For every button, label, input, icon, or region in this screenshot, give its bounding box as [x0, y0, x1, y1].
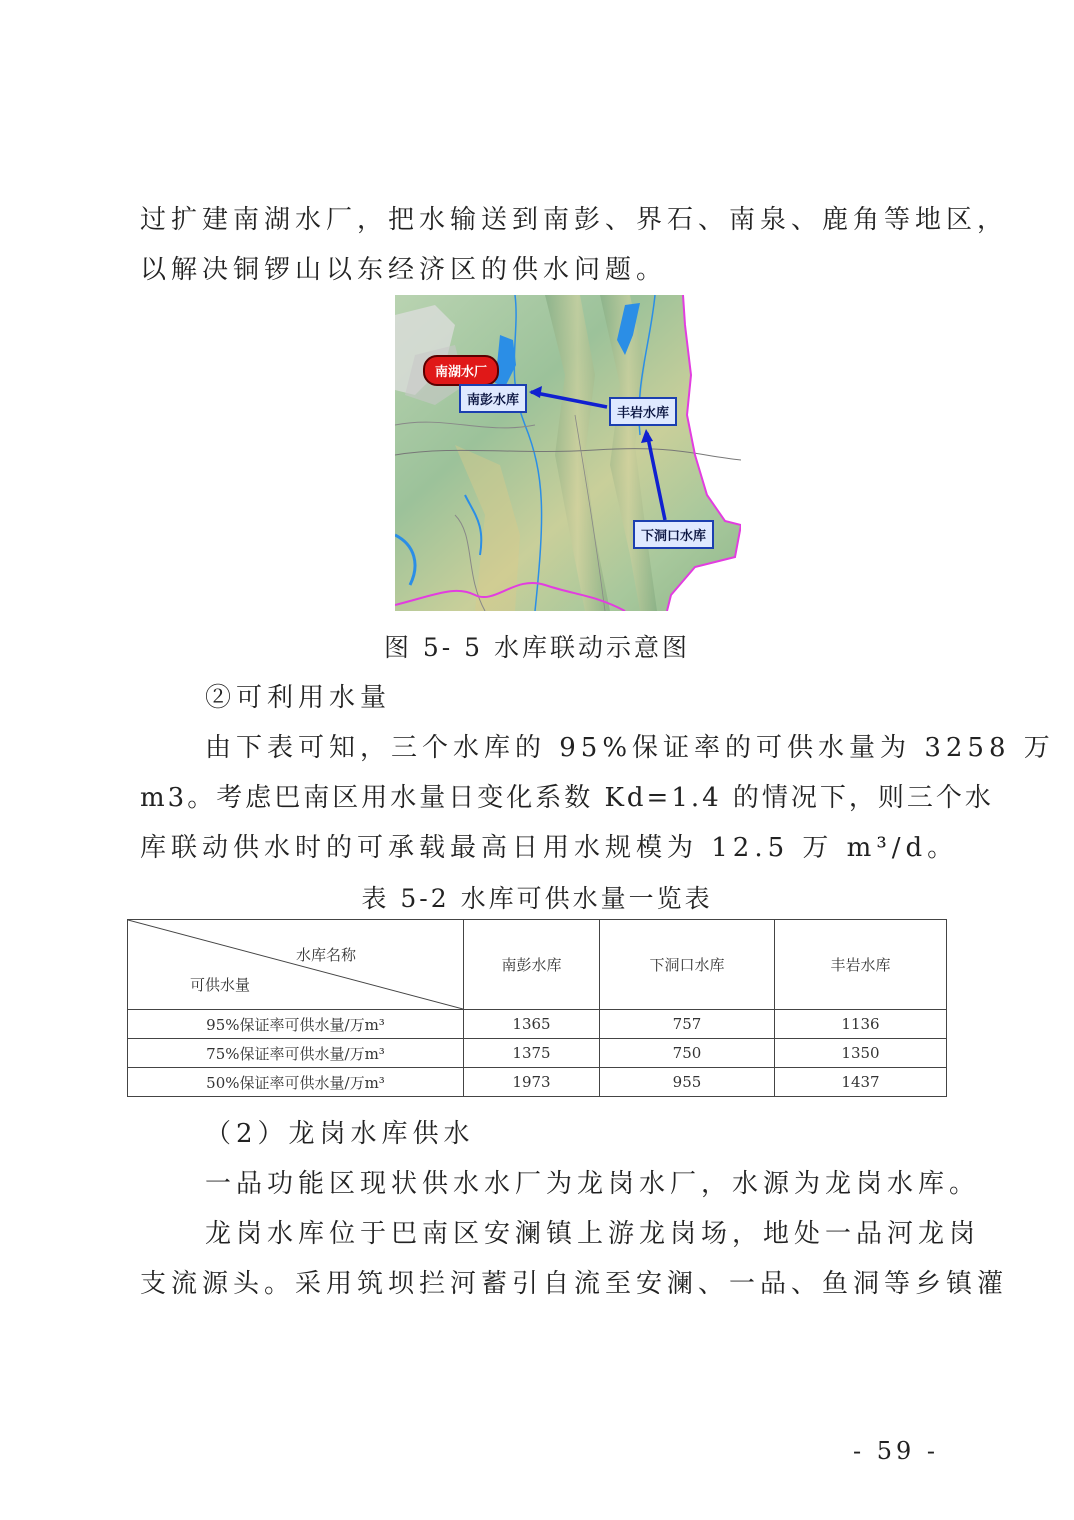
section-heading: （2）龙岗水库供水 — [205, 1119, 475, 1149]
body-text-line: m3。考虑巴南区用水量日变化系数 Kd=1.4 的情况下，则三个水 — [140, 783, 994, 813]
body-text-line: 龙岗水库位于巴南区安澜镇上游龙岗场，地处一品河龙岗 — [205, 1219, 981, 1249]
table-cell: 1375 — [464, 1039, 600, 1068]
table-cell: 1136 — [775, 1010, 947, 1039]
body-text-line: 过扩建南湖水厂，把水输送到南彭、界石、南泉、鹿角等地区， — [140, 205, 1009, 235]
table-row — [128, 1010, 947, 1039]
column-header: 下洞口水库 — [600, 920, 775, 1010]
map-label-nanpeng: 南彭水库 — [459, 384, 527, 413]
page-number: - 59 - — [853, 1437, 940, 1465]
table-header-row — [128, 920, 947, 1010]
terrain-map-image — [395, 295, 741, 611]
body-text-line: 以解决铜锣山以东经济区的供水问题。 — [140, 255, 668, 285]
table-cell: 1365 — [464, 1010, 600, 1039]
row-label: 95%保证率可供水量/万m³ — [128, 1010, 464, 1039]
table-cell: 1973 — [464, 1068, 600, 1097]
column-header: 南彭水库 — [464, 920, 600, 1010]
table-corner-cell — [128, 920, 464, 1010]
map-label-xiadongkou: 下洞口水库 — [633, 520, 714, 549]
reservoir-map — [395, 295, 741, 611]
corner-label-top: 水库名称 — [296, 946, 357, 964]
table-caption: 表 5-2 水库可供水量一览表 — [361, 884, 713, 913]
table-cell: 757 — [600, 1010, 775, 1039]
body-text-line: 库联动供水时的可承载最高日用水规模为 12.5 万 m³/d。 — [140, 833, 959, 863]
figure-caption: 图 5- 5 水库联动示意图 — [383, 633, 691, 662]
table-row — [128, 1068, 947, 1097]
map-label-fengyan: 丰岩水库 — [609, 397, 677, 426]
table-cell: 750 — [600, 1039, 775, 1068]
map-label-nanhu-plant: 南湖水厂 — [423, 355, 499, 386]
body-text-line: 支流源头。采用筑坝拦河蓄引自流至安澜、一品、鱼洞等乡镇灌 — [140, 1269, 1009, 1299]
body-text-line: 一品功能区现状供水水厂为龙岗水厂，水源为龙岗水库。 — [205, 1169, 981, 1199]
section-heading: ②可利用水量 — [205, 683, 392, 713]
table-cell: 955 — [600, 1068, 775, 1097]
column-header: 丰岩水库 — [775, 920, 947, 1010]
row-label: 75%保证率可供水量/万m³ — [128, 1039, 464, 1068]
reservoir-supply-table — [127, 919, 947, 1097]
table-cell: 1350 — [775, 1039, 947, 1068]
body-text-line: 由下表可知，三个水库的 95%保证率的可供水量为 3258 万 — [205, 733, 1055, 763]
row-label: 50%保证率可供水量/万m³ — [128, 1068, 464, 1097]
table-row — [128, 1039, 947, 1068]
corner-label-bottom: 可供水量 — [190, 976, 251, 994]
table-cell: 1437 — [775, 1068, 947, 1097]
